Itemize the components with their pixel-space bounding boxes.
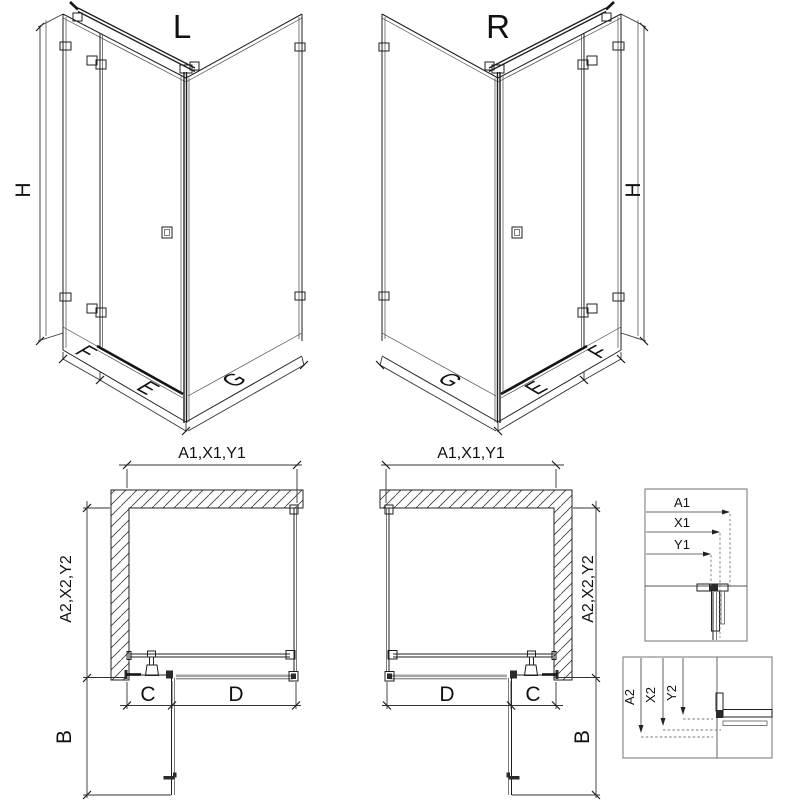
wall-section-right-plan (380, 490, 572, 680)
detail-box-width (645, 489, 747, 641)
plan-left-depth-dim-label: A2,X2,Y2 (58, 555, 75, 623)
plan-left-width-dim-label: A1,X1,Y1 (178, 445, 246, 462)
plan-view-right (380, 445, 600, 799)
dim-label-g-right: G (431, 368, 470, 391)
detail-a2-label: A2 (622, 689, 637, 705)
iso-left-title-label: L (172, 8, 192, 45)
dim-label-e-right: E (517, 377, 554, 399)
plan-right-width-dim-label: A1,X1,Y1 (437, 445, 505, 462)
plan-view-left (53, 445, 303, 799)
plan-right-c-label: C (525, 683, 541, 706)
detail-y1-label: Y1 (674, 537, 690, 552)
detail-x1-label: X1 (674, 515, 690, 530)
dim-label-h-right: H (622, 182, 645, 198)
plan-left-d-label: D (228, 683, 244, 706)
wall-section-left-plan (111, 490, 303, 680)
detail-box-depth (622, 657, 772, 758)
iso-view-left (12, 2, 308, 435)
detail-a1-label: A1 (674, 495, 690, 510)
plan-left-b-label: B (53, 729, 76, 745)
dim-label-f-right: F (580, 341, 616, 362)
iso-view-right (376, 2, 648, 435)
iso-right-title-label: R (486, 8, 510, 45)
plan-left-c-label: C (140, 683, 156, 706)
detail-y2-label: Y2 (664, 685, 679, 701)
plan-right-d-label: D (439, 683, 455, 706)
detail-x2-label: X2 (643, 687, 658, 703)
plan-right-depth-dim-label: A2,X2,Y2 (580, 555, 597, 623)
plan-right-b-label: B (571, 729, 594, 745)
dim-label-g-left: G (214, 368, 253, 391)
dim-label-h-left: H (12, 182, 35, 198)
dim-label-f-left: F (68, 341, 104, 362)
dim-label-e-left: E (130, 377, 167, 399)
